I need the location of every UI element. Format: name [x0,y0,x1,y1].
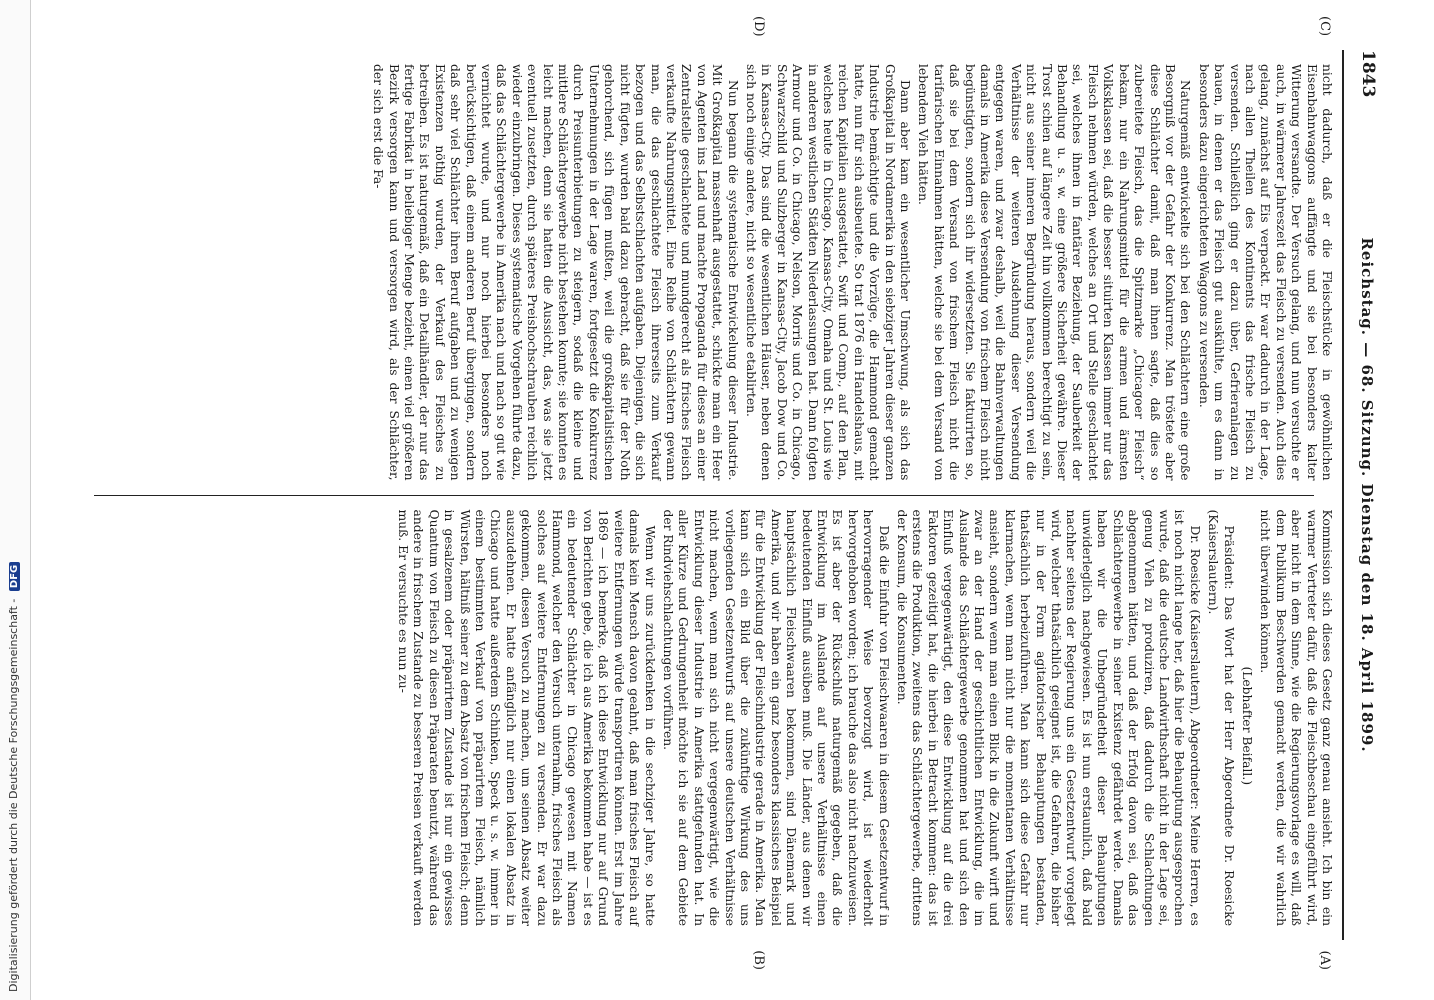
margin-marker-b: (B) [751,950,766,970]
paragraph: Naturgemäß entwickelte sich bei den Schlächtern eine große Besorgniß vor der Gefahr der Konkurrenz. Man tröstete aber diese Schlächter damit, daß man ihnen sagte, daß dies so zubereitete Fleisch, das die Spitzmarke „Chicagoer Fleisch“ bekam, nur ein Nahrungsmittel für die armen und ärmsten Volksklassen sei, daß die besser situirten Klassen immer nur das Fleisch nehmen würden, welches an Ort und Stelle geschlachtet sei, welches ihnen in fantärer Beziehung, der Sauberkeit der Behandlung u. s. w. eine größere Sicherheit gewähre. Dieser Trost schien auf längere Zeit hin vollkommen berechtigt zu sein, nicht aus seiner inneren Begründung heraus, sondern weil die Verhältnisse der weiteren Ausdehnung dieser Versendung entgegen waren, und zwar deshalb, weil die Bahnverwaltungen damals in Amerika diese Versendung von frischem Fleisch nicht begünstigten, sondern sich ihr widersetzten. Sie fakturirten so, daß sie bei dem Versand von frischem Fleisch nicht die tarifarischen Einnahmen hätten, welche sie bei dem Versand von lebendem Vieh hätten. [916,64,1193,481]
paragraph: Nun begann die systematische Entwickelung dieser Industrie. Mit Großkapital massenhaft ausgestattet, schickte man ein Heer von Agenten ins Land und machte Propaganda für dieses an einer Zentralstelle geschlachtete und mundgerecht als frisches Fleisch verkaufte Nahrungsmittel. Eine Reihe von Schlächtern gewann man, die das geschlachtete Fleisch ihrerseits zum Verkauf bezogen und das Selbstschlachten aufgaben. Diejenigen, die sich nicht fügten, wurden bald dazu gebracht, daß sie für der Noth gehorchend, sich fügen mußten, weil die großkapitalistischen Unternehmungen in der Lage waren, fortgesetzt die Konkurrenz durch Preisunterbietungen zu steigern, sodaß die kleine und mittlere Schlächtergewerbe nicht bestehen konnte; sie konnten es leicht machen, denn sie hatten die Aussicht, das, was sie jetzt eventuell zusetzten, durch späteres Preishochschrauben reichlich wieder einzubringen. Dieses systematische Vorgehen führte dazu, daß das Schlächtergewerbe in Amerika nach und nach so gut wie vernichtet wurde, und nur noch hierbei besonders noch berücksichtigen, daß einem anderen Beruf übergingen, sondern daß sehr viel Schlächter ihren Beruf aufgaben und zu wenigen Existenzen nöthig wurden, der Verkauf des Fleisches zu betreiben. Es ist naturgemäß, daß ein Detailhändler, der nur das fertige Fabrikat in beliebiger Menge bezieht, einen viel größeren Bezirk versorgen kann und versorgen wird, als der Schlächter, der sich erst die Fa- [371,64,740,481]
right-text-column [54,496,1334,941]
paragraph: Dr. Roesicke (Kaiserslautern), Abgeordneter: Meine Herren, es ist noch nicht lange her, daß hier die Behauptung ausgesprochen wurde, daß die deutsche Landwirthschaft nicht in der Lage sei, genug Vieh zu produziren, daß dadurch die Schlachtungen abgenommen hätten, und daß der Erfolg davon sei, daß das Schlächtergewerbe in seiner Existenz gefährdet werde. Damals haben wir die Unbegründetheit dieser Behauptungen unwiderleglich nachgewiesen. Es ist nun erstaunlich, daß bald nachher seitens der Regierung uns ein Gesetzentwurf vorgelegt wird, welcher thatsächlich geeignet ist, die Gefahren, die bisher nur in der Form agitatorischer Behauptungen bestanden, thatsächlich herbeizuführen. Man kann sich diese Gefahr nur klarmachen, wenn man nicht nur die momentanen Verhältnisse ansieht, sondern wenn man einen Blick in die Zukunft wirft und zwar an der Hand der geschichtlichen Entwicklung, die im Auslande das Schlächtergewerbe genommen hat und sich den Einfluß vergegenwärtigt, den diese Entwicklung auf die drei Faktoren gezeitigt hat, die hierbei in Betracht kommen: das ist erstens die Produktion, zweitens das Schlächtergewerbe, drittens der Konsum, die Konsumenten. [895,509,1202,926]
margin-marker-d: (D) [751,16,766,37]
applause-note: (Lebhafter Beifall.) [1239,666,1254,786]
paragraph: Wenn wir uns zurückdenken in die sechziger Jahre, so hatte damals kein Mensch davon geahnt, daß man frisches Fleisch auf weitere Entfernungen würde transportiren können. Erst im Jahre 1869 — ich bemerke, daß ich diese Entwicklung nur auf Grund von Berichten gebe, die ich aus Amerika bekommen habe — ist es ein bedeutender Schlächter in Chicago gewesen mit Namen Hammond, welcher den Versuch unternahm, frisches Fleisch als solches auf weitere Entfernungen zu versenden. Er war dazu gekommen, diesen Versuch zu machen, um seinen Absatz weiter auszudehnen. Er hatte anfänglich nur einen lokalen Absatz in Chicago und hatte außerdem Schinken, Speck u. s. w. immer in einem bestimmten Verkauf von präparirtem Fleisch, nämlich Würsten, hältniß seiner zu dem Absatz von frischem Fleisch; denn in gesalzenem oder präparirtem Zustande ist nur ein gewisses Quantum von Fleisch zu diesen Präparaten benutzt, während das andere in frischem Zustande zu besseren Preisen verkauft werden muß. Er versuchte es nun zu- [396,509,657,926]
paragraph: nicht dadurch, daß er die Fleischstücke in gewöhnlichen Eisenbahnwaggons auffängte und sie bei besonders kalter Witterung versandte. Der Versuch gelang, und nun versuchte er auch, in wärmerer Jahreszeit das Fleisch zu versenden. Auch dies gelang, zunächst auf Eis verpackt. Er war dadurch in der Lage, nach allen Theilen des Kontinents das frische Fleisch zu versenden. Schließlich ging er dazu über, Gefrieranlagen zu bauen, in denen er das Fleisch gut auskühlte, um es dann in besonders dazu eingerichteten Waggons zu versenden. [1196,64,1334,481]
speaker-intro: Präsident: Das Wort hat der Herr Abgeordnete Dr. Roesicke (Kaiserslautern). [1206,509,1236,926]
text-columns [54,16,1334,970]
document-page [44,10,1384,976]
page-header [1342,50,1384,940]
page-number: 1843 [1358,50,1378,98]
paragraph: Dann aber kam ein wesentlicher Umschwung, als sich das Großkapital in Nordamerika in den siebziger Jahren dieser ganzen Industrie bemächtigte und die Vorzüge, die Hammond gemacht hatte, nun für sich ausbeutete. So trat 1876 ein Handelshaus, mit reichen Kapitalien ausgestattet, Swift und Comp., auf den Plan, welches heute in Chicago, Kansas-City, Omaha und St. Louis wie in anderen westlichen Städten Niederlassungen hat. Dann folgten Armour und Co. in Chicago, Nelson, Morris und Co. in Chicago, Schwarzschild und Sulzberger in Kansas-City, Jacob Dow und Co. in Kansas-City. Das sind die wesentlichen Häuser, neben denen sich noch einige andere, nicht so wesentliche etablirten. [743,64,913,481]
margin-marker-a: (A) [1317,950,1332,970]
left-text-column [54,50,1334,495]
paragraph: Kommission sich dieses Gesetz ganz genau ansieht. Ich bin ein warmer Vertreter dafür, daß die Fleischbeschau eingeführt wird, aber nicht in dem Sinne, wie die Regierungsvorlage es will, daß dem Publikum Beschwerden gemacht werden, die wir wahrlich nicht überwinden können. [1258,509,1334,926]
dfg-logo-icon: DFG [9,562,20,591]
margin-marker-c: (C) [1317,16,1332,37]
credit-text: Digitalisierung gefördert durch die Deutsche Forschungsgemeinschaft - [7,598,20,992]
digitization-sidebar [0,0,31,1000]
page-title: Reichstag. — 68. Sitzung. Dienstag den 18. April 1899. [1358,237,1376,753]
paragraph: Daß die Einfuhr von Fleischwaaren in diesem Gesetzentwurf in hervorragender Weise bevorzugt wird, ist wiederholt hervorgehoben worden; ich brauche das also nicht nachzuweisen. Es ist aber der Rückschluß naturgemäß gegeben, daß die Entwicklung im Auslande auf unsere Verhältnisse einen bedeutenden Einfluß ausüben muß. Die Länder, aus denen wir hauptsächlich Fleischwaaren bekommen, sind Dänemark und Amerika, und wir haben ein ganz besonders klassisches Beispiel für die Entwicklung der Fleischindustrie gerade in Amerika. Man kann sich ein Bild über die zukünftige Wirkung des uns vorliegenden Gesetzentwurfs auf unsere deutschen Verhältnisse nicht machen, wenn man sich nicht vergegenwärtigt, wie die Entwicklung dieser Industrie in Amerika stattgefunden hat. In aller Kürze und Gedrungenheit möchte ich sie auf dem Gebiete der Rindviehschlachtungen vorführen. [660,509,891,926]
digitization-credit [7,2,20,992]
